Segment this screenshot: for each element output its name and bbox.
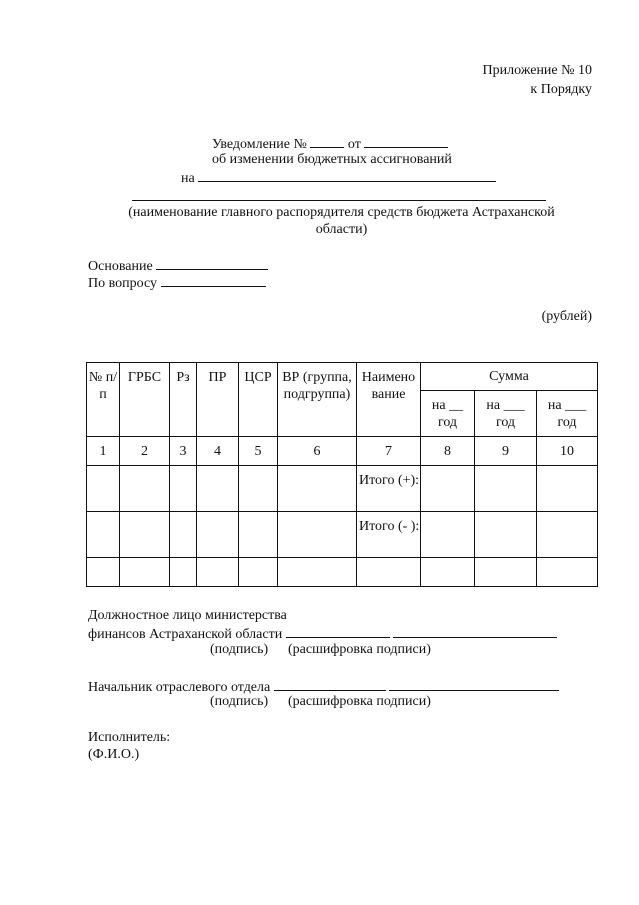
table-cell xyxy=(197,512,239,558)
official-line-1: Должностное лицо министерства xyxy=(88,608,287,623)
col-number-8: 8 xyxy=(421,437,475,466)
appendix-line-1: Приложение № 10 xyxy=(482,63,592,78)
recipient-caption-line-2: области) xyxy=(315,222,368,237)
executor-fio: (Ф.И.О.) xyxy=(88,747,140,762)
table-cell xyxy=(197,558,239,587)
table-cell xyxy=(197,466,239,512)
appendix-line-2: к Порядку xyxy=(530,82,592,97)
units-label: (рублей) xyxy=(541,309,592,324)
table-cell xyxy=(239,466,278,512)
table-cell xyxy=(278,466,357,512)
recipient-caption-line-1: (наименование главного распорядителя средств бюджета Астраханской xyxy=(128,205,555,220)
notice-na-blank xyxy=(198,168,496,182)
assignments-table xyxy=(86,362,598,587)
header-rz: Рз xyxy=(170,363,197,437)
official-label: финансов Астраханской области xyxy=(88,627,283,642)
head-signature-blank xyxy=(274,677,386,691)
official-name-blank xyxy=(393,624,557,638)
head-rasshifrovka: (расшифровка подписи) xyxy=(288,694,431,709)
col-number-10: 10 xyxy=(537,437,598,466)
col-number-3: 3 xyxy=(170,437,197,466)
header-grbs: ГРБС xyxy=(120,363,170,437)
notice-subtitle: об изменении бюджетных ассигнований xyxy=(212,152,452,167)
header-year-1: на __ год xyxy=(421,391,475,437)
table-cell xyxy=(170,466,197,512)
header-year-3: на ___ год xyxy=(537,391,598,437)
question-label: По вопросу xyxy=(88,276,157,291)
table-cell xyxy=(278,512,357,558)
notice-title-mid: от xyxy=(347,137,361,152)
table-cell xyxy=(475,512,537,558)
itogo-plus-label: Итого (+): xyxy=(357,466,421,512)
head-podpis: (подпись) xyxy=(210,694,269,709)
table-cell xyxy=(278,558,357,587)
recipient-blank-line xyxy=(132,200,546,201)
header-pr: ПР xyxy=(197,363,239,437)
notice-date-blank xyxy=(364,134,448,148)
col-number-5: 5 xyxy=(239,437,278,466)
table-cell xyxy=(357,558,421,587)
notice-na-line xyxy=(181,168,496,187)
header-name: Наимено вание xyxy=(357,363,421,437)
table-cell xyxy=(421,466,475,512)
table-cell xyxy=(87,512,120,558)
official-rasshifrovka: (расшифровка подписи) xyxy=(288,642,431,657)
table-cell xyxy=(537,512,598,558)
col-number-9: 9 xyxy=(475,437,537,466)
header-sum: Сумма xyxy=(421,363,598,391)
table-cell xyxy=(537,558,598,587)
table-cell xyxy=(475,466,537,512)
basis-label: Основание xyxy=(88,259,153,274)
col-number-6: 6 xyxy=(278,437,357,466)
table-row xyxy=(87,558,598,587)
table-cell xyxy=(421,558,475,587)
question-row xyxy=(88,273,266,292)
notice-na-label: на xyxy=(181,171,195,186)
head-name-blank xyxy=(389,677,559,691)
executor-label: Исполнитель: xyxy=(88,730,171,745)
head-label: Начальник отраслевого отдела xyxy=(88,680,271,695)
col-number-1: 1 xyxy=(87,437,120,466)
table-cell xyxy=(87,558,120,587)
table-row xyxy=(87,466,598,512)
notice-title-prefix: Уведомление № xyxy=(212,137,307,152)
table-cell xyxy=(87,466,120,512)
table-cell xyxy=(421,512,475,558)
table-cell xyxy=(120,558,170,587)
table-cell xyxy=(239,512,278,558)
table-row xyxy=(87,512,598,558)
col-number-7: 7 xyxy=(357,437,421,466)
official-podpis: (подпись) xyxy=(210,642,269,657)
header-vr: ВР (группа, подгруппа) xyxy=(278,363,357,437)
basis-blank xyxy=(156,256,268,270)
itogo-minus-label: Итого (- ): xyxy=(357,512,421,558)
table-cell xyxy=(120,466,170,512)
table-cell xyxy=(239,558,278,587)
notice-number-blank xyxy=(310,134,344,148)
question-blank xyxy=(161,273,266,287)
col-number-2: 2 xyxy=(120,437,170,466)
header-csr: ЦСР xyxy=(239,363,278,437)
header-num: № п/п xyxy=(87,363,120,437)
table-cell xyxy=(120,512,170,558)
table-cell xyxy=(170,512,197,558)
col-number-4: 4 xyxy=(197,437,239,466)
table-cell xyxy=(170,558,197,587)
official-signature-blank xyxy=(286,624,390,638)
table-cell xyxy=(537,466,598,512)
header-year-2: на ___ год xyxy=(475,391,537,437)
table-cell xyxy=(475,558,537,587)
